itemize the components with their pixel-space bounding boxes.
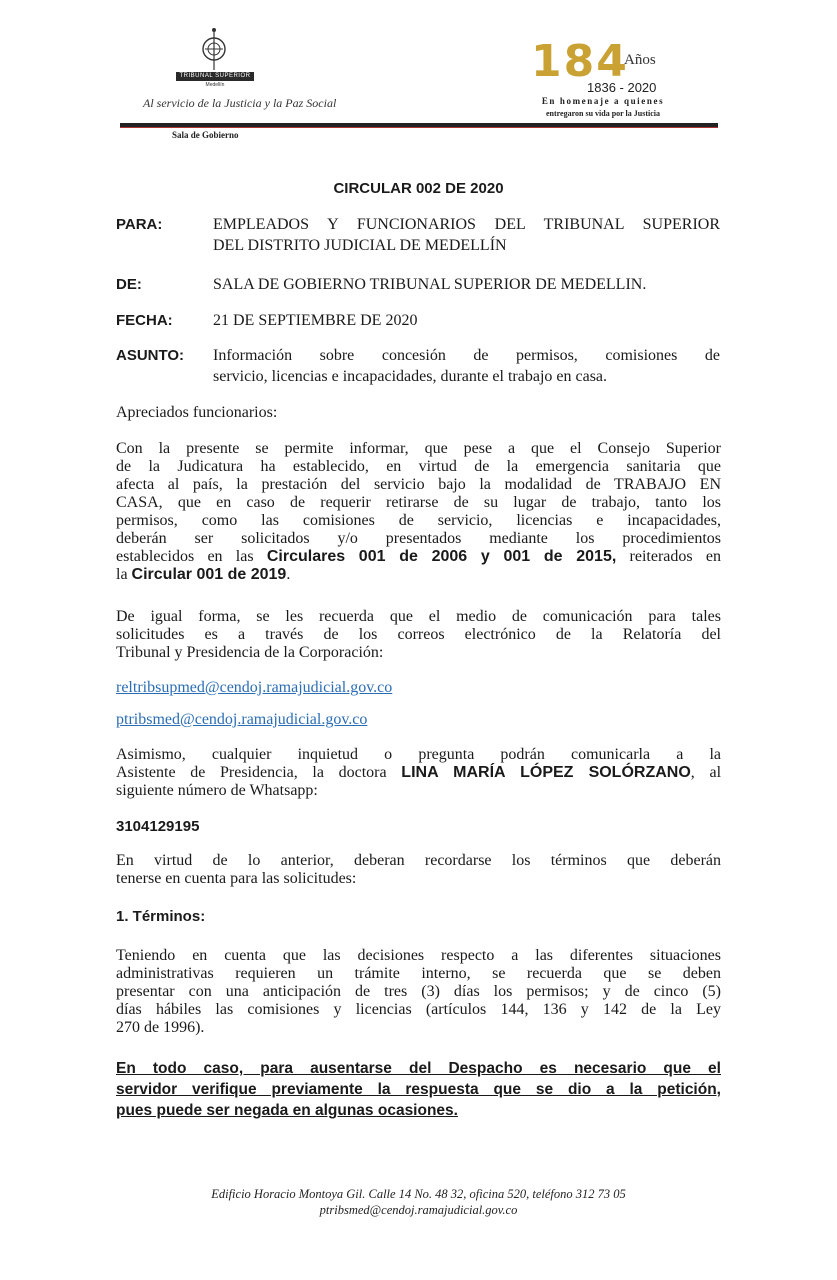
circular-2019-reference: Circular 001 de 2019 <box>131 566 287 583</box>
asunto-value <box>213 345 720 387</box>
paragraph-line: administrativas requieren un trámite interno, se recuerda que se deben <box>116 965 721 982</box>
tribute-line-2: entregaron su vida por la Justicia <box>545 109 660 118</box>
whatsapp-number: 3104129195 <box>116 818 200 835</box>
greeting: Apreciados funcionarios: <box>116 404 278 421</box>
paragraph-line: presentar con una anticipación de tres (3) días los permisos; y de cinco (5) <box>116 983 721 1000</box>
assistant-name: LINA MARÍA LÓPEZ SOLÓRZANO <box>401 764 691 781</box>
paragraph-line: Tribunal y Presidencia de la Corporación: <box>116 644 384 661</box>
text-run: Asistente de Presidencia, la doctora <box>116 764 402 781</box>
paragraph-procedures <box>116 440 721 584</box>
paragraph-line: De igual forma, se les recuerda que el medio de comunicación para tales <box>116 608 721 625</box>
asunto-value-line: Información sobre concesión de permisos, comisiones de <box>213 347 720 364</box>
text-run: . <box>286 566 291 583</box>
office-label: Sala de Gobierno <box>172 130 239 140</box>
tribunal-band-label: TRIBUNAL SUPERIOR <box>176 72 254 81</box>
paragraph-line: CASA, que en caso de requerir retirarse de su lugar de trabajo, tanto los <box>116 494 721 511</box>
fecha-value: 21 DE SEPTIEMBRE DE 2020 <box>213 312 418 329</box>
text-run: establecidos en las <box>116 548 267 565</box>
paragraph-line <box>116 548 721 566</box>
text-run: reiterados en <box>616 548 721 565</box>
asunto-value-line: servicio, licencias e incapacidades, durante el trabajo en casa. <box>213 368 608 385</box>
footer-email: ptribsmed@cendoj.ramajudicial.gov.co <box>319 1203 518 1217</box>
header-divider-accent <box>120 127 718 128</box>
paragraph-line <box>116 764 721 782</box>
paragraph-line: Teniendo en cuenta que las decisiones respecto a las diferentes situaciones <box>116 947 721 964</box>
paragraph-line: 270 de 1996). <box>116 1019 205 1036</box>
para-label: PARA: <box>116 216 163 233</box>
tribunal-motto: Al servicio de la Justicia y la Paz Social <box>143 96 337 110</box>
tribunal-city-label: Medellín <box>205 82 225 88</box>
anniversary-word: Años <box>624 52 656 68</box>
anniversary-years: 1836 - 2020 <box>587 80 657 95</box>
paragraph-communication <box>116 608 721 662</box>
para-value-line: EMPLEADOS Y FUNCIONARIOS DEL TRIBUNAL SUPERIOR <box>213 216 720 233</box>
paragraph-line: En virtud de lo anterior, deberan recordarse los términos que deberán <box>116 852 721 869</box>
paragraph-line: días hábiles las comisiones y licencias (artículos 144, 136 y 142 de la Ley <box>116 1001 721 1018</box>
warning-notice <box>116 1058 721 1121</box>
warning-line: En todo caso, para ausentarse del Despacho es necesario que el <box>116 1060 721 1077</box>
paragraph-line: siguiente número de Whatsapp: <box>116 782 318 799</box>
paragraph-line: tenerse en cuenta para las solicitudes: <box>116 870 357 887</box>
paragraph-terms <box>116 947 721 1037</box>
para-value <box>213 214 720 256</box>
para-value-line: DEL DISTRITO JUDICIAL DE MEDELLÍN <box>213 237 507 254</box>
text-run: la <box>116 566 132 583</box>
de-value: SALA DE GOBIERNO TRIBUNAL SUPERIOR DE MEDELLIN. <box>213 276 647 293</box>
paragraph-line: afecta al país, la prestación del servicio bajo la modalidad de TRABAJO EN <box>116 476 721 493</box>
warning-line: servidor verifique previamente la respuesta que se dio a la petición, <box>116 1081 721 1098</box>
asunto-label: ASUNTO: <box>116 347 185 364</box>
email-link-presidencia[interactable]: ptribsmed@cendoj.ramajudicial.gov.co <box>116 711 368 728</box>
anniversary-number: 184 <box>531 36 629 87</box>
paragraph-line: Con la presente se permite informar, que pese a que el Consejo Superior <box>116 440 721 457</box>
tribunal-seal-icon <box>196 22 232 72</box>
paragraph-line: deberán ser solicitados y/o presentados mediante los procedimientos <box>116 530 721 547</box>
anniversary-logo <box>527 36 687 122</box>
warning-line: pues puede ser negada en algunas ocasiones. <box>116 1102 458 1119</box>
circulares-reference: Circulares 001 de 2006 y 001 de 2015, <box>266 548 617 565</box>
paragraph-line: solicitudes es a través de los correos electrónico de la Relatoría del <box>116 626 721 643</box>
section-heading-terms: 1. Términos: <box>116 908 206 925</box>
de-label: DE: <box>116 276 142 293</box>
circular-title: CIRCULAR 002 DE 2020 <box>333 180 504 197</box>
paragraph-line: Asimismo, cualquier inquietud o pregunta podrán comunicarla a la <box>116 746 721 763</box>
text-run: , al <box>690 764 722 781</box>
email-link-relatoria[interactable]: reltribsupmed@cendoj.ramajudicial.gov.co <box>116 679 393 696</box>
paragraph-line: permisos, como las comisiones de servicio, licencias e incapacidades, <box>116 512 721 529</box>
paragraph-contact <box>116 746 721 800</box>
tribute-line-1: En homenaje a quienes <box>541 96 665 106</box>
paragraph-line: de la Judicatura ha establecido, en virtud de la emergencia sanitaria que <box>116 458 721 475</box>
paragraph-line <box>116 566 721 584</box>
footer-address: Edificio Horacio Montoya Gil. Calle 14 No. 48 32, oficina 520, teléfono 312 73 05 <box>211 1187 626 1201</box>
paragraph-terms-intro <box>116 852 721 888</box>
fecha-label: FECHA: <box>116 312 173 329</box>
